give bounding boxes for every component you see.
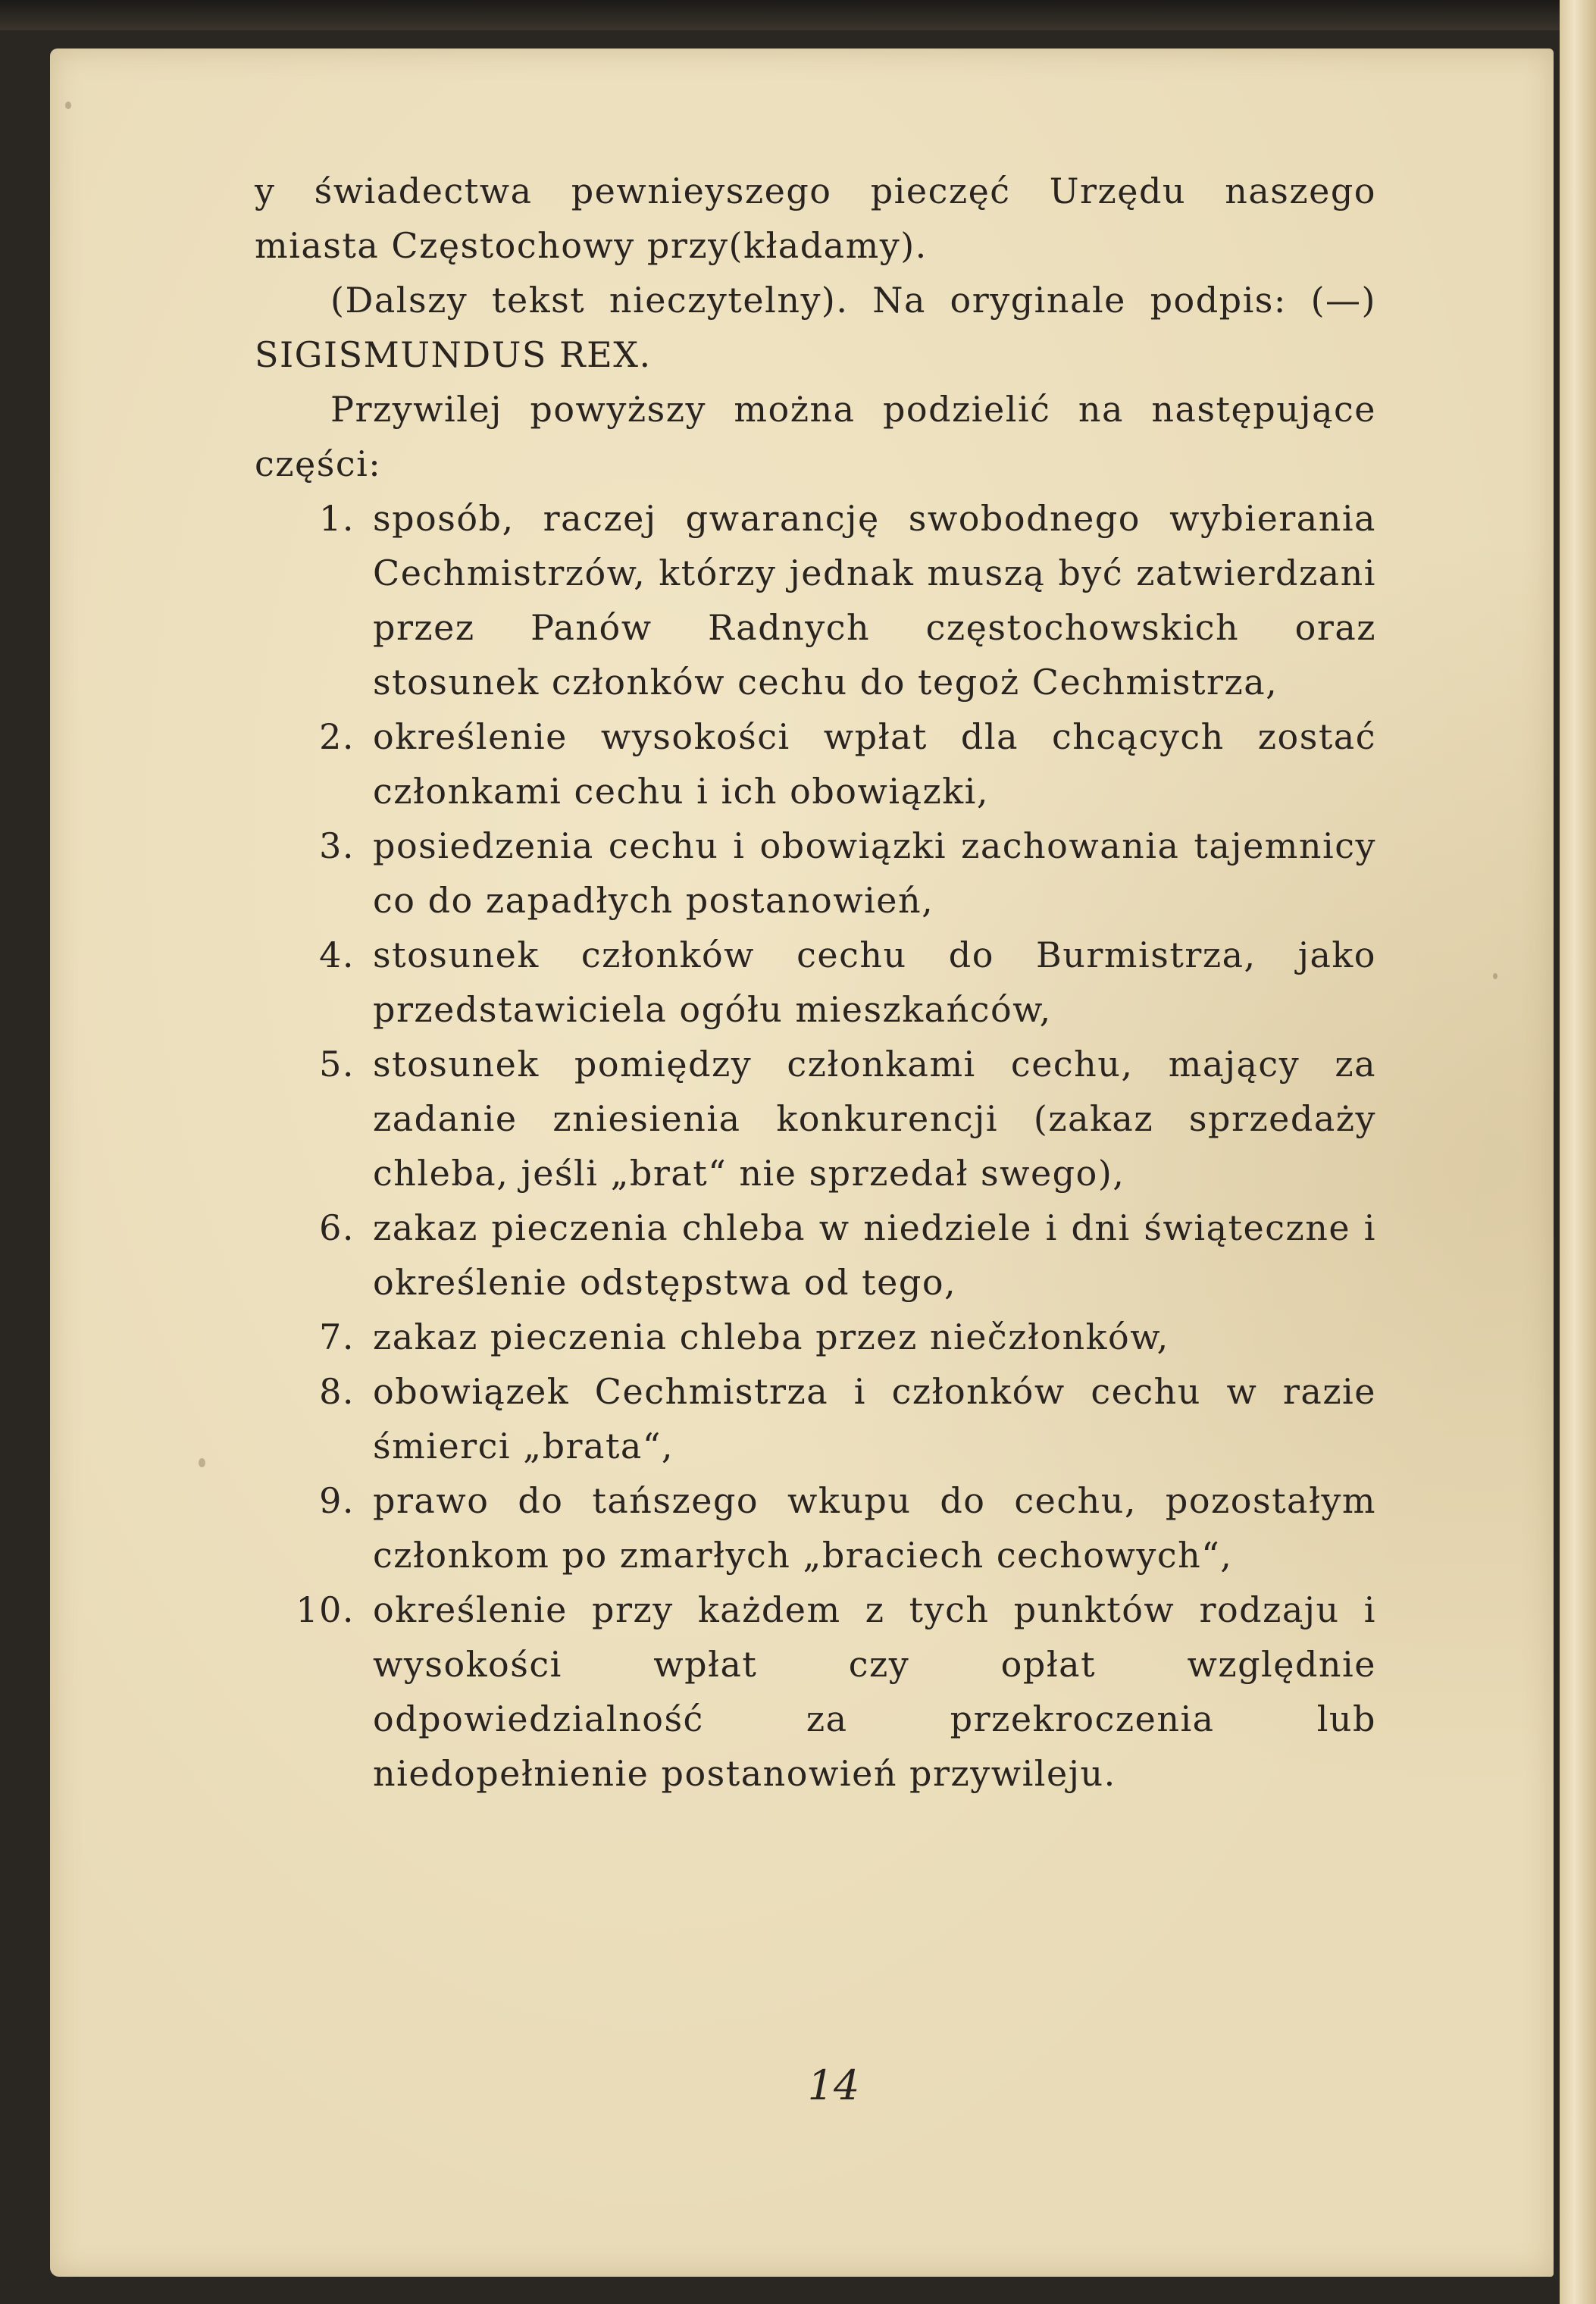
paper-spot	[1493, 973, 1497, 979]
list-item-number: 10.	[296, 1589, 355, 1630]
list-item	[255, 491, 1376, 709]
page-number: 14	[807, 2061, 860, 2109]
list-item-number: 6.	[319, 1207, 355, 1248]
paragraph: Przywilej powyższy można podzielić na następujące części:	[255, 389, 1376, 484]
list-item-text: określenie przy każdem z tych punktów rodzaju i wysokości wpłat czy opłat względnie odpowiedzialność za przekroczenia lub niedopełnienie postanowień przywileju.	[373, 1589, 1376, 1794]
list-item	[255, 1473, 1376, 1582]
list-item-text: posiedzenia cechu i obowiązki zachowania tajemnicy co do zapadłych postanowień,	[373, 825, 1376, 921]
list-item	[255, 1310, 1376, 1364]
list-item-number: 3.	[319, 825, 355, 866]
book-page-edge	[1560, 0, 1596, 2304]
points-list	[255, 491, 1376, 1801]
list-item-text: sposób, raczej gwarancję swobodnego wybierania Cechmistrzów, którzy jednak muszą być zatwierdzani przez Panów Radnych częstochowskich oraz stosunek członków cechu do tegoż Cechmistrza,	[373, 498, 1376, 703]
list-item-text: stosunek członków cechu do Burmistrza, jako przedstawiciela ogółu mieszkańców,	[373, 934, 1376, 1030]
list-item	[255, 928, 1376, 1037]
list-item-text: określenie wysokości wpłat dla chcących zostać członkami cechu i ich obowiązki,	[373, 716, 1376, 812]
paper-spot	[65, 102, 71, 109]
list-item-number: 8.	[319, 1371, 355, 1412]
list-item-number: 7.	[319, 1316, 355, 1357]
list-item	[255, 819, 1376, 928]
list-item-text: zakaz pieczenia chleba przez niečzłonków,	[373, 1316, 1169, 1357]
list-item-number: 4.	[319, 934, 355, 975]
list-item-number: 9.	[319, 1480, 355, 1521]
list-item-number: 1.	[319, 498, 355, 539]
list-item-number: 5.	[319, 1044, 355, 1085]
list-item-text: stosunek pomiędzy członkami cechu, mający za zadanie zniesienia konkurencji (zakaz sprzedaży chleba, jeśli „brat“ nie sprzedał swego),	[373, 1044, 1376, 1194]
list-item	[255, 1037, 1376, 1201]
list-item-text: zakaz pieczenia chleba w niedziele i dni świąteczne i określenie odstępstwa od tego,	[373, 1207, 1376, 1303]
list-item-number: 2.	[319, 716, 355, 757]
paragraph: (Dalszy tekst nieczytelny). Na oryginale podpis: (—) SIGISMUNDUS REX.	[255, 280, 1376, 375]
paper-spot	[199, 1458, 205, 1467]
page-text	[255, 164, 1376, 1801]
list-item	[255, 1364, 1376, 1473]
book-top-edge	[0, 0, 1596, 30]
paragraph: y świadectwa pewnieyszego pieczęć Urzędu naszego miasta Częstochowy przy(kładamy).	[255, 171, 1376, 266]
list-item	[255, 1201, 1376, 1310]
list-item-text: prawo do tańszego wkupu do cechu, pozostałym członkom po zmarłych „braciech cechowych“,	[373, 1480, 1376, 1576]
list-item	[255, 1582, 1376, 1801]
list-item-text: obowiązek Cechmistrza i członków cechu w razie śmierci „brata“,	[373, 1371, 1376, 1467]
list-item	[255, 709, 1376, 819]
